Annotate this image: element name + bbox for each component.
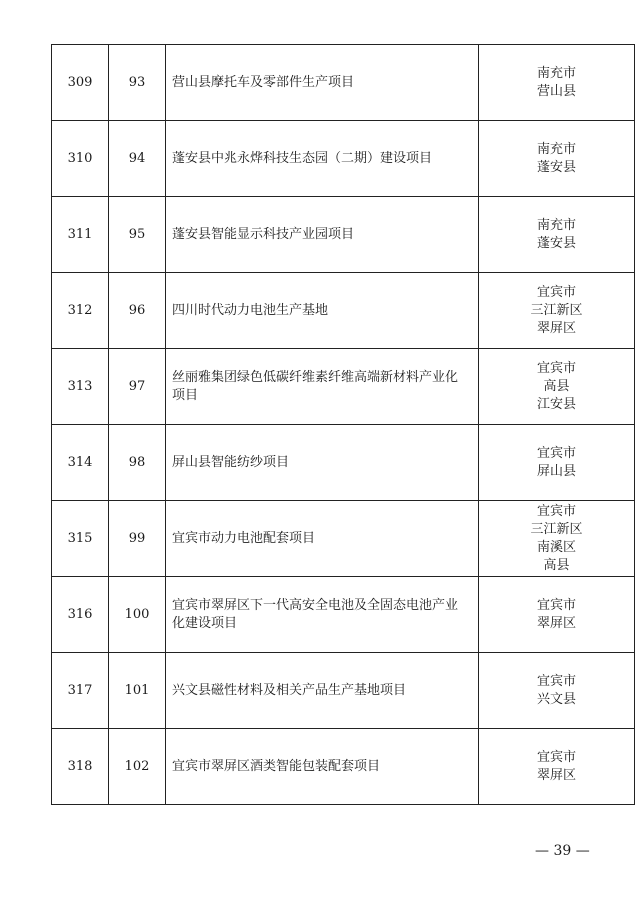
row-number: 313 — [52, 349, 109, 425]
project-location — [479, 577, 635, 653]
table-row — [52, 45, 635, 121]
location-line: 蓬安县 — [536, 235, 576, 251]
row-number: 318 — [52, 729, 109, 805]
project-table — [51, 44, 635, 805]
row-number: 310 — [52, 121, 109, 197]
location-line: 宜宾市 — [536, 445, 576, 461]
table-row — [52, 425, 635, 501]
table-row — [52, 653, 635, 729]
table-row — [52, 121, 635, 197]
location-line: 南充市 — [536, 217, 576, 233]
row-number: 315 — [52, 501, 109, 577]
table-row — [52, 501, 635, 577]
project-name: 宜宾市动力电池配套项目 — [166, 501, 479, 577]
table-row — [52, 197, 635, 273]
location-line: 宜宾市 — [536, 284, 576, 300]
project-name: 营山县摩托车及零部件生产项目 — [166, 45, 479, 121]
location-line: 宜宾市 — [536, 673, 576, 689]
sub-number: 98 — [109, 425, 166, 501]
project-location — [479, 197, 635, 273]
location-line: 宜宾市 — [536, 749, 576, 765]
row-number: 312 — [52, 273, 109, 349]
project-name: 宜宾市翠屏区下一代高安全电池及全固态电池产业化建设项目 — [166, 577, 479, 653]
location-line: 兴文县 — [536, 691, 576, 707]
sub-number: 102 — [109, 729, 166, 805]
project-location — [479, 349, 635, 425]
project-table-body — [52, 45, 635, 805]
location-line: 江安县 — [536, 396, 576, 412]
project-name: 屏山县智能纺纱项目 — [166, 425, 479, 501]
location-line: 三江新区 — [530, 302, 583, 318]
row-number: 317 — [52, 653, 109, 729]
table-row — [52, 577, 635, 653]
project-name: 蓬安县中兆永烨科技生态园（二期）建设项目 — [166, 121, 479, 197]
project-location — [479, 273, 635, 349]
sub-number: 95 — [109, 197, 166, 273]
page-number: — 39 — — [535, 843, 590, 859]
table-row — [52, 273, 635, 349]
project-name: 丝丽雅集团绿色低碳纤维素纤维高端新材料产业化项目 — [166, 349, 479, 425]
project-name: 兴文县磁性材料及相关产品生产基地项目 — [166, 653, 479, 729]
location-line: 营山县 — [536, 83, 576, 99]
sub-number: 100 — [109, 577, 166, 653]
project-name: 蓬安县智能显示科技产业园项目 — [166, 197, 479, 273]
sub-number: 101 — [109, 653, 166, 729]
location-line: 南充市 — [536, 141, 576, 157]
row-number: 309 — [52, 45, 109, 121]
project-location — [479, 653, 635, 729]
project-location — [479, 121, 635, 197]
location-line: 翠屏区 — [536, 320, 576, 336]
location-line: 屏山县 — [536, 463, 576, 479]
row-number: 316 — [52, 577, 109, 653]
location-line: 宜宾市 — [536, 503, 576, 519]
location-line: 三江新区 — [530, 521, 583, 537]
sub-number: 94 — [109, 121, 166, 197]
row-number: 311 — [52, 197, 109, 273]
location-line: 南溪区 — [536, 539, 576, 555]
project-location — [479, 45, 635, 121]
sub-number: 93 — [109, 45, 166, 121]
location-line: 宜宾市 — [536, 360, 576, 376]
table-row — [52, 349, 635, 425]
location-line: 翠屏区 — [536, 767, 576, 783]
location-line: 高县 — [543, 557, 570, 573]
location-line: 南充市 — [536, 65, 576, 81]
row-number: 314 — [52, 425, 109, 501]
location-line: 宜宾市 — [536, 597, 576, 613]
location-line: 翠屏区 — [536, 615, 576, 631]
table-row — [52, 729, 635, 805]
location-line: 高县 — [543, 378, 570, 394]
project-location — [479, 729, 635, 805]
project-location — [479, 425, 635, 501]
sub-number: 96 — [109, 273, 166, 349]
project-name: 四川时代动力电池生产基地 — [166, 273, 479, 349]
sub-number: 97 — [109, 349, 166, 425]
project-name: 宜宾市翠屏区酒类智能包装配套项目 — [166, 729, 479, 805]
project-location — [479, 501, 635, 577]
sub-number: 99 — [109, 501, 166, 577]
location-line: 蓬安县 — [536, 159, 576, 175]
